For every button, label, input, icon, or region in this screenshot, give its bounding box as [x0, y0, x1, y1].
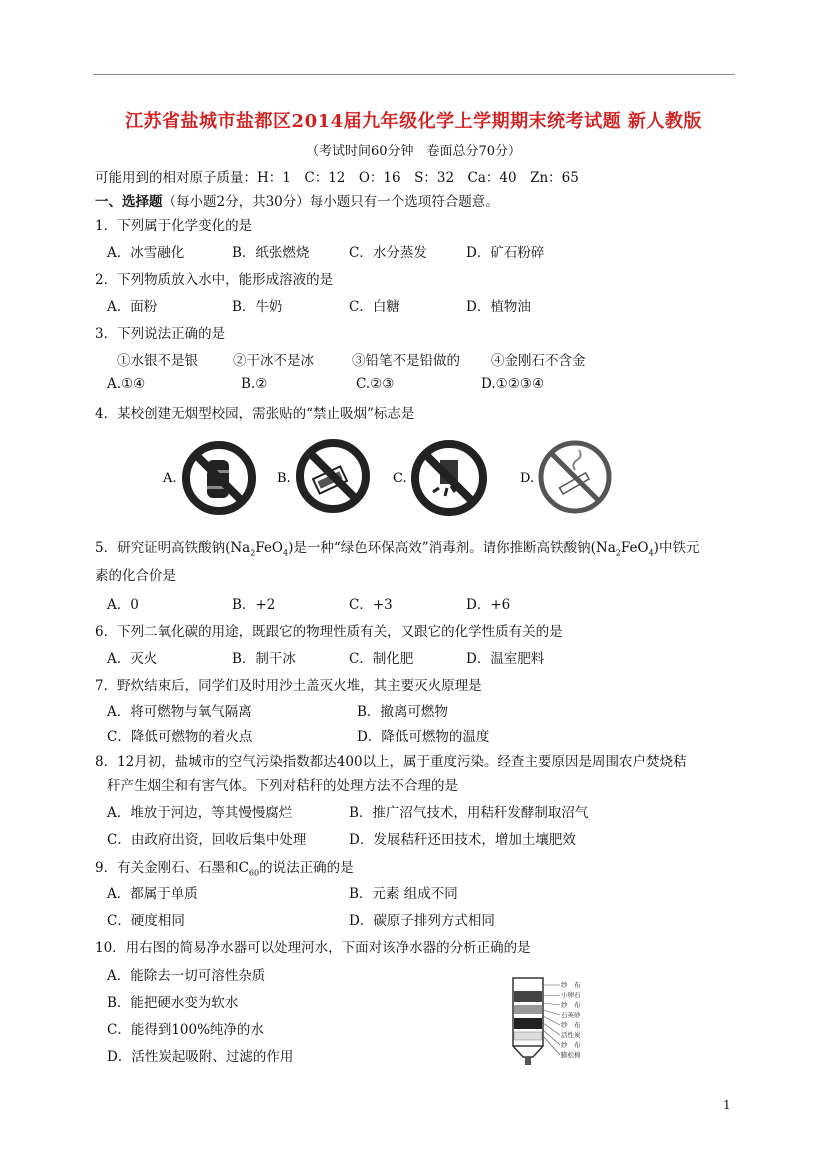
q5-option-c: C．+3 [349, 597, 393, 613]
water-filter-diagram [505, 975, 595, 1070]
section-heading [95, 190, 499, 210]
q9-stem-part: 9．有关金刚石、石墨和C [95, 860, 249, 876]
sign-b-label: B. [277, 471, 291, 486]
q5-subscript: 2 [615, 548, 621, 558]
no-smoking-signs [155, 430, 625, 520]
filter-label: 石英砂 [561, 1011, 581, 1019]
q7-option-d: D．降低可燃物的温度 [357, 729, 490, 745]
q5-stem-part: FeO [255, 540, 283, 556]
q5-subscript: 4 [648, 548, 654, 558]
q5-stem-part: )中铁元 [653, 540, 700, 556]
q1-option-b: B．纸张燃烧 [232, 245, 310, 261]
filter-label: 纱 布 [561, 1021, 581, 1029]
q5-subscript: 2 [250, 548, 256, 558]
q6-option-a: A．灭火 [107, 651, 158, 667]
sign-b-matches [277, 443, 366, 509]
q9-option-a: A．都属于单质 [107, 886, 198, 902]
q3-option-d: D.①②③④ [481, 376, 545, 392]
q9-subscript: 60 [248, 868, 260, 878]
q5-stem-part: FeO [620, 540, 649, 556]
q5-stem-part: 5．研究证明高铁酸钠(Na [95, 540, 251, 556]
sign-c-label: C. [393, 471, 407, 486]
q8-stem: 8．12月初，盐城市的空气污染指数都达400以上，属于重度污染。经查主要原因是周围农户焚烧秸 [95, 754, 687, 770]
q5-subscript: 4 [283, 548, 289, 558]
q1-option-c: C．水分蒸发 [349, 245, 427, 261]
q9-stem [95, 856, 354, 878]
q1-option-a: A．冰雪融化 [107, 245, 185, 261]
q10-option-a: A．能除去一切可溶性杂质 [107, 968, 266, 984]
filter-label: 纱 布 [561, 1041, 581, 1049]
section-label: 一、选择题 [95, 194, 163, 210]
q6-option-b: B．制干冰 [232, 651, 296, 667]
q4-stem: 4．某校创建无烟型校园，需张贴的“禁止吸烟”标志是 [95, 406, 415, 422]
q3-option-a: A.①④ [107, 376, 146, 392]
sign-a-barrel [162, 445, 252, 511]
page-number: 1 [723, 1098, 731, 1112]
q3-statement-2: ②干冰不是冰 [233, 353, 314, 369]
q7-option-c: C．降低可燃物的着火点 [107, 729, 253, 745]
q8-option-d: D．发展秸秆还田技术，增加土壤肥效 [349, 832, 576, 848]
q2-option-d: D．植物油 [466, 299, 531, 315]
atomic-masses: 可能用到的相对原子质量：H：1 C：12 O：16 S：32 Ca：40 Zn：65 [95, 170, 579, 186]
q3-statement-3: ③铅笔不是铅做的 [352, 353, 460, 369]
q9-stem-part: 的说法正确的是 [259, 860, 354, 876]
q1-stem: 1．下列属于化学变化的是 [95, 218, 253, 234]
q2-option-c: C．白糖 [349, 299, 400, 315]
q10-option-d: D．活性炭起吸附、过滤的作用 [107, 1049, 294, 1065]
q10-stem: 10．用右图的简易净水器可以处理河水，下面对该净水器的分析正确的是 [95, 940, 531, 956]
q6-option-c: C．制化肥 [349, 651, 414, 667]
q3-stem: 3．下列说法正确的是 [95, 326, 226, 342]
q3-statement-4: ④金刚石不含金 [491, 353, 586, 369]
q7-stem: 7．野炊结束后，同学们及时用沙土盖灭火堆，其主要灭火原理是 [95, 678, 482, 694]
header-rule [93, 74, 735, 75]
q2-option-b: B．牛奶 [232, 299, 283, 315]
q2-option-a: A．面粉 [107, 299, 158, 315]
q1-option-d: D．矿石粉碎 [466, 245, 545, 261]
q5-option-d: D．+6 [466, 597, 511, 613]
sign-a-label: A. [163, 471, 177, 486]
filter-label: 活性炭 [561, 1031, 581, 1039]
sign-d-label: D. [520, 471, 535, 486]
q6-stem: 6．下列二氧化碳的用途，既跟它的物理性质有关，又跟它的化学性质有关的是 [95, 624, 563, 640]
q5-stem-line2: 素的化合价是 [95, 568, 176, 584]
q9-option-c: C．硬度相同 [107, 913, 185, 929]
exam-info: （考试时间60分钟 卷面总分70分） [305, 144, 522, 159]
q10-option-c: C．能得到100%纯净的水 [107, 1022, 264, 1038]
q9-option-b: B．元素 组成不同 [349, 886, 458, 902]
section-instructions: （每小题2分，共30分）每小题只有一个选项符合题意。 [162, 194, 499, 210]
page-title: 江苏省盐城市盐都区2014届九年级化学上学期期末统考试题 新人教版 [125, 111, 702, 132]
q5-option-b: B．+2 [232, 597, 276, 613]
outlet-tube [525, 1057, 531, 1065]
q8-option-a: A．堆放于河边，等其慢慢腐烂 [107, 805, 293, 821]
q5-stem-part: )是一种“绿色环保高效”消毒剂。请你推断高铁酸钠(Na [288, 540, 616, 556]
q8-option-b: B．推广沼气技术，用秸秆发酵制取沼气 [349, 805, 589, 821]
q9-option-d: D．碳原子排列方式相同 [349, 913, 495, 929]
q5-stem [95, 536, 699, 558]
filter-label: 纱 布 [561, 1001, 581, 1009]
q3-option-b: B.② [241, 376, 268, 392]
q3-statement-1: ①水银不是银 [117, 353, 198, 369]
filter-label: 膨松棉 [561, 1051, 581, 1059]
sign-d-cigarette [520, 443, 609, 511]
q7-option-a: A．将可燃物与氧气隔离 [107, 704, 252, 720]
q2-stem: 2．下列物质放入水中，能形成溶液的是 [95, 272, 334, 288]
q7-option-b: B．撤离可燃物 [357, 704, 448, 720]
q6-option-d: D．温室肥料 [466, 651, 545, 667]
q8-option-c: C．由政府出资，回收后集中处理 [107, 832, 307, 848]
q8-stem-line2: 秆产生烟尘和有害气体。下列对秸秆的处理方法不合理的是 [107, 778, 458, 794]
sign-c-fireworks [393, 444, 483, 512]
q3-option-c: C.②③ [356, 376, 395, 392]
q10-option-b: B．能把硬水变为软水 [107, 995, 239, 1011]
filter-label: 小卵石 [561, 991, 581, 999]
q5-option-a: A．0 [107, 597, 139, 613]
filter-label: 纱 布 [561, 981, 581, 989]
